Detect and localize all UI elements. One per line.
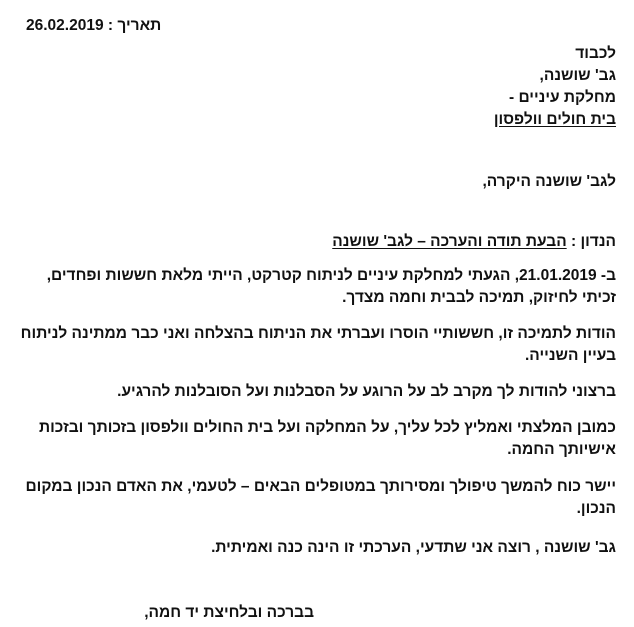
subject-text: הבעת תודה והערכה – לגב' שושנה [332,233,567,250]
paragraph-5-line-2: הנכון. [576,500,616,517]
subject-label: הנדון : [570,233,616,250]
paragraph-4-line-1: כמובן המלצתי ואמליץ לכל עליך, על המחלקה ועל בית החולים וולפסון בזכותך ובזכות [39,419,616,436]
date-value: 26.02.2019 [26,17,104,34]
department: מחלקת עיניים - [508,89,616,106]
hospital-name: בית חולים וולפסון [493,111,616,128]
subject-line [332,232,616,252]
paragraph-2-line-2: בעיין השנייה. [525,347,616,364]
paragraph-1-line-1: ב- 21.01.2019, הגעתי למחלקת עיניים לניתוח קטרקט, הייתי מלאת חששות ופחדים, [46,267,616,284]
paragraph-5-line-1: יישר כוח להמשך טיפולך ומסירותך במטופלים הבאים – לטעמי, את האדם הנכון במקום [25,478,616,495]
salutation: לגב' שושנה היקרה, [482,173,616,190]
to-title: לכבוד [575,45,616,62]
date-label: תאריך : [107,17,162,34]
paragraph-4-line-2: אישיותך החמה. [507,441,616,458]
recipient-name: גב' שושנה, [539,67,616,84]
closing: בברכה ובלחיצת יד חמה, [144,604,314,621]
paragraph-2-line-1: הודות לתמיכה זו, חששותיי הוסרו ועברתי את הניתוח בהצלחה ואני כבר ממתינה לניתוח [20,325,616,342]
date-line [26,16,161,36]
paragraph-3-line-1: ברצוני להודות לך מקרב לב על הרוגע על הסבלנות ועל הסובלנות להרגיע. [117,383,616,400]
paragraph-6-line-1: גב' שושנה , רוצה אני שתדעי, הערכתי זו הינה כנה ואמיתית. [211,539,616,556]
paragraph-1-line-2: זכיתי לחיזוק, תמיכה לבבית וחמה מצדך. [342,289,616,306]
